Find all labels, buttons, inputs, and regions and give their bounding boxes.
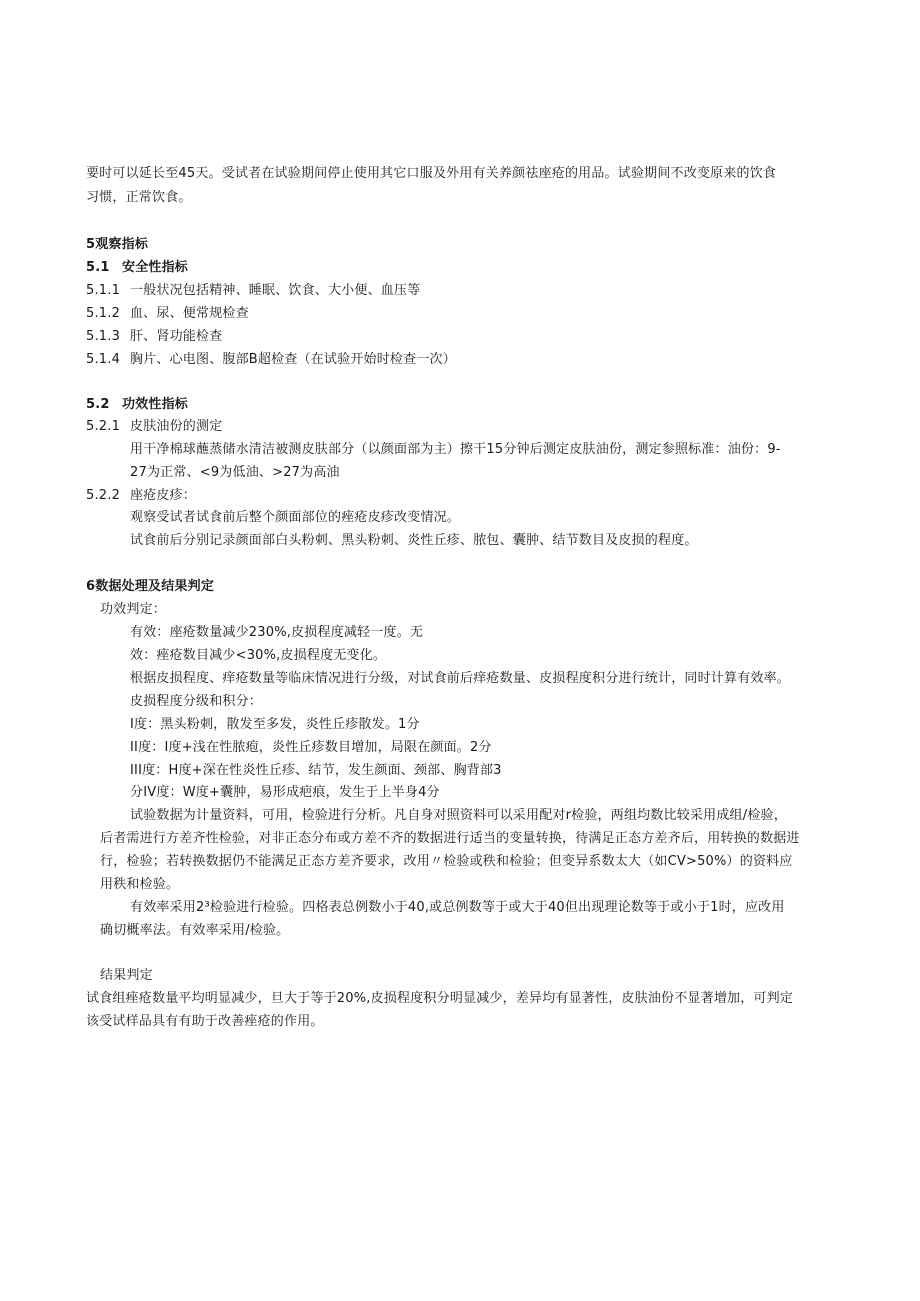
section-5-1-number: 5.1 xyxy=(86,260,110,275)
item-text: 皮肤油份的测定 xyxy=(130,419,223,434)
item-text: 一般状况包括精神、睡眠、饮食、大小便、血压等 xyxy=(130,283,421,298)
grade-line: I度：黑头粉刺，散发至多发，炎性丘疹散发。1分 xyxy=(130,717,420,732)
item-number: 5.1.3 xyxy=(86,329,121,344)
efficacy-line: 效：痤疮数目减少<30%,皮损程度无变化。 xyxy=(130,648,387,663)
grade-line: III度：H度+深在性炎性丘疹、结节，发生颜面、颈部、胸背部3 xyxy=(130,763,502,778)
item-5-1-4 xyxy=(86,351,456,369)
result-line: 试食组痤疮数量平均明显减少，旦大于等于20%,皮损程度积分明显减少，差异均有显著性，皮肤油份不显著增加，可判定 xyxy=(86,991,794,1006)
rate-line: 确切概率法。有效率采用/检验。 xyxy=(100,923,290,938)
result-line: 该受试样品具有有助于改善痤疮的作用。 xyxy=(86,1014,324,1029)
item-5-1-1 xyxy=(86,282,420,300)
result-label: 结果判定 xyxy=(100,968,153,983)
section-5-1-heading xyxy=(86,259,188,277)
intro-line-2: 习惯，正常饮食。 xyxy=(86,190,192,205)
item-5-2-1 xyxy=(86,418,222,436)
item-number: 5.2.1 xyxy=(86,419,121,434)
acne-observe-line-2: 试食前后分别记录颜面部白头粉刺、黑头粉刺、炎性丘疹、脓包、囊肿、结节数目及皮损的程度。 xyxy=(130,533,698,548)
acne-observe-line-1: 观察受试者试食前后整个颜面部位的痤疮皮疹改变情况。 xyxy=(130,510,461,525)
section-5-2-title: 功效性指标 xyxy=(122,397,189,412)
item-number: 5.1.4 xyxy=(86,352,121,367)
item-number: 5.1.2 xyxy=(86,306,121,321)
oil-method-line-1: 用干净棉球蘸蒸储水清洁被测皮肤部分（以颜面部为主）擦干15分钟后测定皮肤油份，测定参照标准：油份：9- xyxy=(130,442,781,457)
efficacy-line: 根据皮损程度、痒疮数量等临床情况进行分级，对试食前后痒疮数量、皮损程度积分进行统计，同时计算有效率。 xyxy=(130,671,791,686)
item-number: 5.2.2 xyxy=(86,488,121,503)
stats-line: 用秩和检验。 xyxy=(100,877,180,892)
section-5-2-number: 5.2 xyxy=(86,397,110,412)
item-5-2-2 xyxy=(86,487,196,505)
intro-line-1: 要时可以延长至45天。受试者在试验期间停止使用其它口服及外用有关养颜祛座疮的用品。试验期间不改变原来的饮食 xyxy=(86,166,777,181)
stats-line: 试验数据为计量资料，可用，检验进行分析。凡自身对照资料可以采用配对r检验，两组均数比较采用成组/检验， xyxy=(130,808,787,823)
item-5-1-2 xyxy=(86,305,249,323)
oil-method-line-2: 27为正常、<9为低油、>27为高油 xyxy=(130,465,340,480)
section-5-heading: 5观察指标 xyxy=(86,237,149,252)
section-6-heading: 6数据处理及结果判定 xyxy=(86,579,215,594)
section-5-2-heading xyxy=(86,396,188,414)
item-text: 血、尿、便常规检查 xyxy=(130,306,249,321)
item-text: 肝、肾功能检查 xyxy=(130,329,223,344)
stats-line: 行，检验；若转换数据仍不能满足正态方差齐要求，改用〃检验或秩和检验；但变异系数太大（如CV>50%）的资料应 xyxy=(100,854,793,869)
rate-line: 有效率采用2³检验进行检验。四格表总例数小于40,或总例数等于或大于40但出现理论数等于或小于1时，应改用 xyxy=(130,900,785,915)
grade-line: 分IV度：W度+囊肿，易形成疤痕，发生于上半身4分 xyxy=(130,785,440,800)
item-5-1-3 xyxy=(86,328,222,346)
efficacy-line: 有效：座疮数量减少230%,皮损程度减轻一度。无 xyxy=(130,625,424,640)
item-number: 5.1.1 xyxy=(86,283,121,298)
efficacy-label: 功效判定： xyxy=(100,602,167,617)
section-5-1-title: 安全性指标 xyxy=(122,260,189,275)
efficacy-line: 皮损程度分级和积分： xyxy=(130,694,263,709)
stats-line: 后者需进行方差齐性检验，对非正态分布或方差不齐的数据进行适当的变量转换，待满足正态方差齐后，用转换的数据进 xyxy=(100,831,800,846)
item-text: 胸片、心电图、腹部B超检查（在试验开始时检查一次） xyxy=(130,352,456,367)
grade-line: II度：I度+浅在性脓疱，炎性丘疹数目增加，局限在颜面。2分 xyxy=(130,740,492,755)
item-text: 座疮皮疹： xyxy=(130,488,197,503)
